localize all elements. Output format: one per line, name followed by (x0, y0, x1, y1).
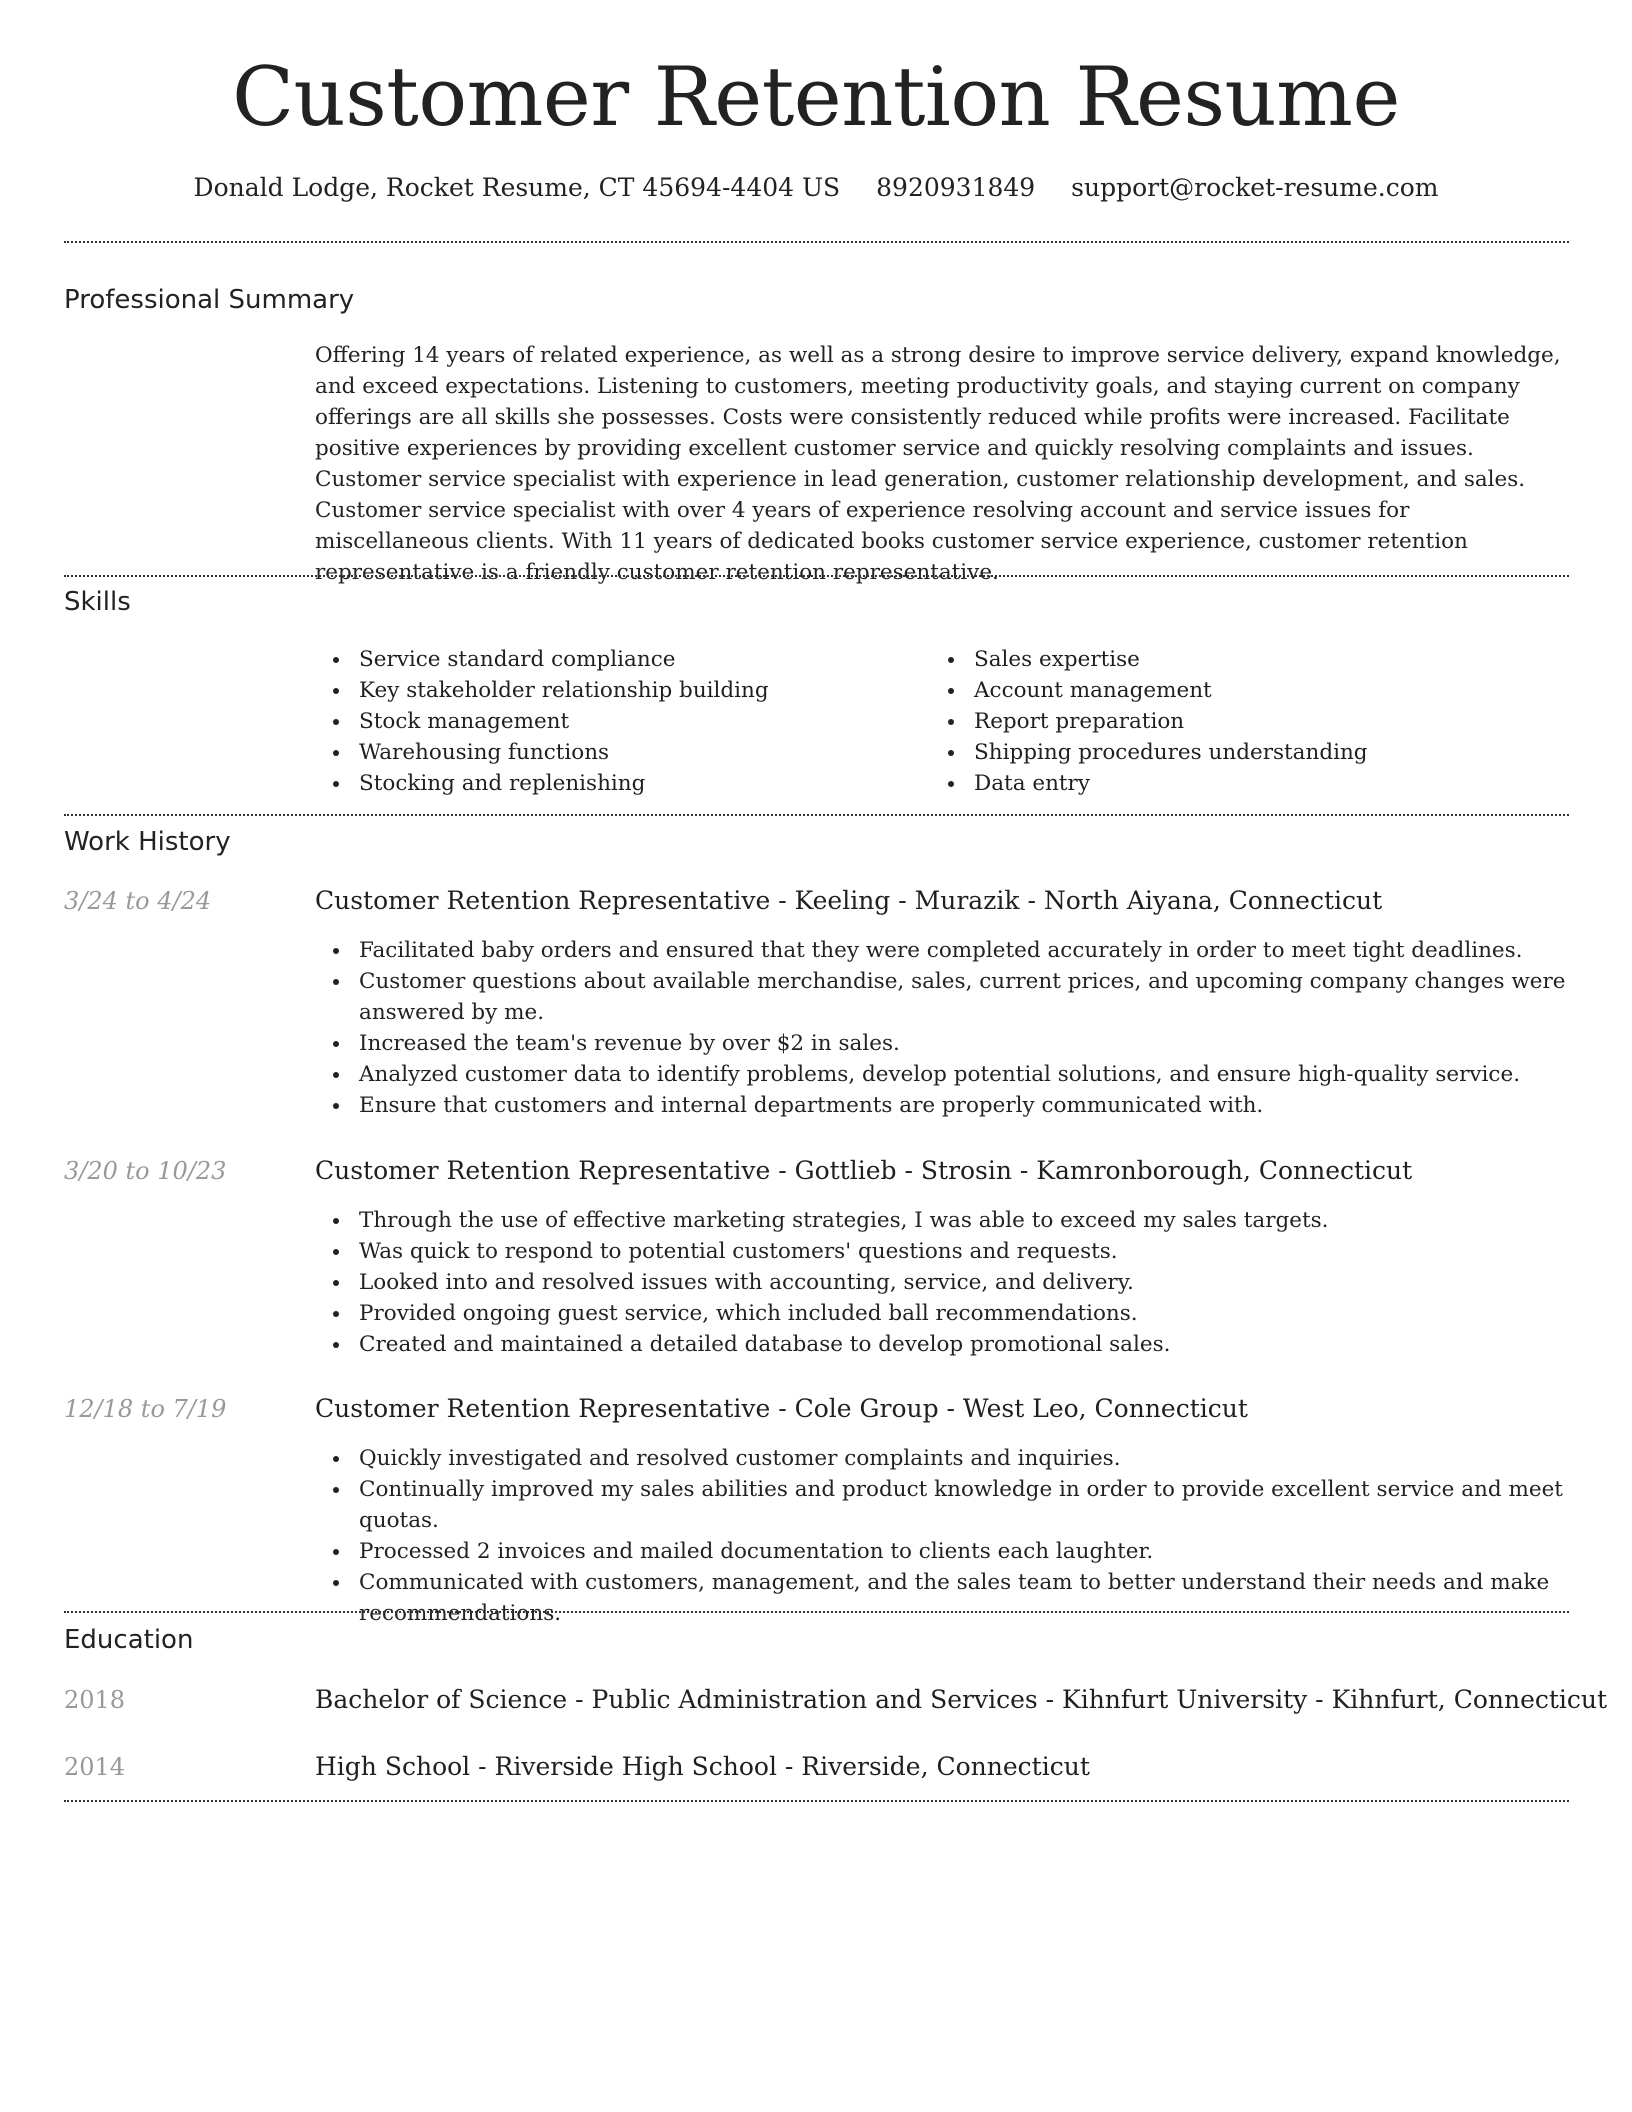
skill-item: Report preparation (930, 706, 1550, 737)
job-bullets (315, 1443, 1567, 1629)
contact-address: Donald Lodge, Rocket Resume, CT 45694-4404 US (193, 173, 841, 202)
job-bullet: Facilitated baby orders and ensured that they were completed accurately in order to meet tight deadlines. (315, 935, 1567, 966)
job-bullet: Increased the team's revenue by over $2 in sales. (315, 1028, 1567, 1059)
divider-header (64, 241, 1569, 243)
skill-item: Stock management (315, 706, 915, 737)
skill-item: Key stakeholder relationship building (315, 675, 915, 706)
job-dates: 12/18 to 7/19 (64, 1395, 227, 1423)
job-title: Customer Retention Representative - Cole Group - West Leo, Connecticut (315, 1394, 1248, 1423)
summary-heading: Professional Summary (64, 285, 355, 315)
skill-item: Warehousing functions (315, 737, 915, 768)
education-title: High School - Riverside High School - Riverside, Connecticut (315, 1752, 1090, 1781)
skill-item: Data entry (930, 768, 1550, 799)
job-dates: 3/24 to 4/24 (64, 887, 212, 915)
divider-education (64, 1800, 1569, 1802)
divider-work (64, 1611, 1569, 1613)
job-bullet: Quickly investigated and resolved customer complaints and inquiries. (315, 1443, 1567, 1474)
summary-text: Offering 14 years of related experience, as well as a strong desire to improve service delivery, expand knowledge, and exceed expectations. Listening to customers, meeting productivity goals, and staying current on company offerings are all skills she possesses. Costs were consistently reduced while profits were increased. Facilitate positive experiences by providing excellent customer service and quickly resolving complaints and issues. Customer service specialist with experience in lead generation, customer relationship development, and sales. Customer service specialist with over 4 years of experience resolving account and service issues for miscellaneous clients. With 11 years of dedicated books customer service experience, customer retention representative is a friendly customer retention representative. (315, 343, 1561, 585)
education-heading: Education (64, 1625, 194, 1655)
skill-item: Service standard compliance (315, 644, 915, 675)
skill-item: Stocking and replenishing (315, 768, 915, 799)
job-bullets (315, 935, 1567, 1121)
job-bullet: Communicated with customers, management, and the sales team to better understand their needs and make recommendations. (315, 1567, 1567, 1629)
job-title: Customer Retention Representative - Keeling - Murazik - North Aiyana, Connecticut (315, 886, 1383, 915)
job-bullet: Through the use of effective marketing strategies, I was able to exceed my sales targets. (315, 1205, 1567, 1236)
job-bullet: Looked into and resolved issues with accounting, service, and delivery. (315, 1267, 1567, 1298)
skills-list-right (930, 644, 1550, 799)
job-bullet: Was quick to respond to potential customers' questions and requests. (315, 1236, 1567, 1267)
divider-summary (64, 575, 1569, 577)
job-title: Customer Retention Representative - Gottlieb - Strosin - Kamronborough, Connecticut (315, 1156, 1413, 1185)
job-bullet: Created and maintained a detailed database to develop promotional sales. (315, 1329, 1567, 1360)
job-bullet: Customer questions about available merchandise, sales, current prices, and upcoming company changes were answered by me. (315, 966, 1567, 1028)
education-year: 2014 (64, 1753, 126, 1781)
job-bullet: Processed 2 invoices and mailed documentation to clients each laughter. (315, 1536, 1567, 1567)
education-year: 2018 (64, 1686, 126, 1714)
skill-item: Sales expertise (930, 644, 1550, 675)
contact-phone: 8920931849 (876, 173, 1036, 202)
job-bullet: Ensure that customers and internal departments are properly communicated with. (315, 1090, 1567, 1121)
job-bullet: Continually improved my sales abilities and product knowledge in order to provide excellent service and meet quotas. (315, 1474, 1567, 1536)
work-heading: Work History (64, 827, 231, 857)
contact-line (0, 170, 1632, 206)
job-bullet: Analyzed customer data to identify problems, develop potential solutions, and ensure high-quality service. (315, 1059, 1567, 1090)
skills-list-left (315, 644, 915, 799)
contact-email: support@rocket-resume.com (1071, 173, 1439, 202)
divider-skills (64, 814, 1569, 816)
skill-item: Account management (930, 675, 1550, 706)
resume-title: Customer Retention Resume (232, 51, 1400, 145)
skills-heading: Skills (64, 587, 131, 617)
job-bullets (315, 1205, 1567, 1360)
job-dates: 3/20 to 10/23 (64, 1157, 227, 1185)
job-bullet: Provided ongoing guest service, which included ball recommendations. (315, 1298, 1567, 1329)
skill-item: Shipping procedures understanding (930, 737, 1550, 768)
education-title: Bachelor of Science - Public Administration and Services - Kihnfurt University - Kihnfurt, Connecticut (315, 1685, 1608, 1714)
